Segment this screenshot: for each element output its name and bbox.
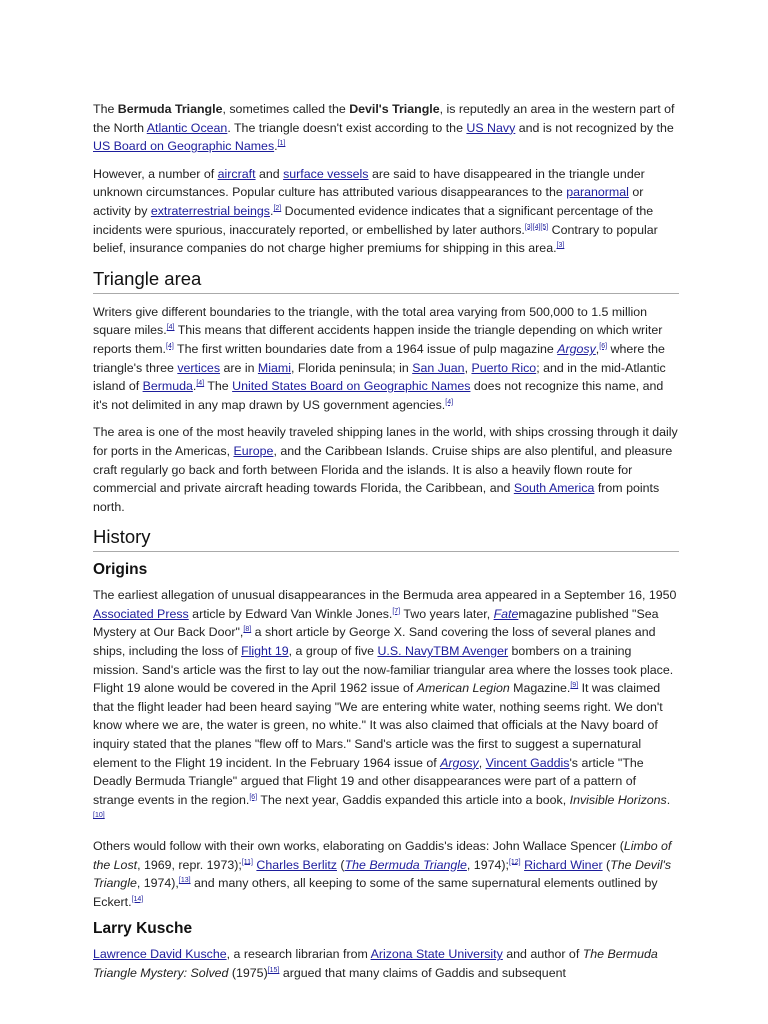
text: It was claimed that the flight leader had been heard saying "We are entering white water, nothing seems right. We don't know where we are, the water is green, no white." It was also claimed that officials at the Navy board of inquiry stated that the planes "flew off to Mars." Sand's article was the first to suggest a supernatural element to the Flight 19 incident. In the February 1964 issue of xyxy=(93,681,663,770)
text: . xyxy=(192,379,197,394)
section-heading-triangle-area: Triangle area xyxy=(93,268,679,294)
text: This means that different accidents happen inside the triangle depending on which writer reports them. xyxy=(93,323,663,356)
text: a short article by George X. Sand covering the loss of several planes and ships, including the loss of xyxy=(93,625,656,659)
link-lawrence-david-kusche[interactable]: Lawrence David Kusche xyxy=(93,947,227,962)
link-miami[interactable]: Miami xyxy=(257,360,291,375)
citation-link[interactable]: [4] xyxy=(196,380,205,387)
citation-link[interactable]: [5] xyxy=(540,223,549,231)
text: Documented evidence indicates that a significant percentage of the incidents were spurious, inaccurately reported, or embellished by later authors. xyxy=(93,203,654,237)
term-bermuda-triangle: Bermuda Triangle xyxy=(117,102,223,116)
subsection-heading-larry-kusche: Larry Kusche xyxy=(93,920,193,938)
link-richard-winer[interactable]: Richard Winer xyxy=(524,857,603,872)
link-aircraft[interactable]: aircraft xyxy=(217,166,256,181)
link-us-navy[interactable]: US Navy xyxy=(466,120,516,135)
section-heading-history: History xyxy=(93,526,679,552)
text: and author of xyxy=(502,947,583,962)
text: The earliest allegation of unusual disappearances in the Bermuda area appeared in a September 16, 1950 xyxy=(93,588,677,603)
text: The xyxy=(93,102,118,116)
link-argosy[interactable]: Argosy xyxy=(557,341,596,356)
text: and many others, all keeping to some of the same supernatural elements outlined by Eckert. xyxy=(93,876,658,909)
text: Two years later, xyxy=(400,606,494,621)
citation-link[interactable]: [2] xyxy=(273,204,282,212)
text: , a group of five xyxy=(288,644,378,659)
text: ( xyxy=(602,857,611,872)
text: Magazine. xyxy=(509,681,571,696)
text: , and the Caribbean Islands. Cruise ships are also plentiful, and pleasure craft regularly go back and forth between Florida and the islands. It is also a heavily flown route for commercial and private aircraft heading towards Florida, the Caribbean, and xyxy=(93,443,673,496)
link-south-america[interactable]: South America xyxy=(513,481,595,496)
citation-link[interactable]: [4] xyxy=(532,223,541,231)
text: Contrary to popular belief, insurance companies do not charge higher premiums for shipping in this area. xyxy=(93,222,658,256)
text: . The triangle doesn't exist according to the xyxy=(227,120,467,135)
citation-link[interactable]: [10] xyxy=(93,812,105,820)
subsection-heading-origins: Origins xyxy=(93,561,148,579)
link-charles-berlitz[interactable]: Charles Berlitz xyxy=(256,857,337,872)
citation-link[interactable]: [3] xyxy=(524,223,533,231)
citation-link[interactable]: [4] xyxy=(445,398,454,406)
text: bombers on a training mission. Sand's article was the first to lay out the now-familiar triangular area where the losses took place. Flight 19 alone would be covered in the April 1962 issue of xyxy=(93,644,674,696)
italic-text: Invisible Horizons xyxy=(569,792,667,807)
link-arizona-state-university[interactable]: Arizona State University xyxy=(370,947,503,962)
link-flight-19[interactable]: Flight 19 xyxy=(241,644,289,659)
link-vertices[interactable]: vertices xyxy=(177,360,221,375)
text: magazine published "Sea Mystery at Our Back Door", xyxy=(93,606,659,640)
text: The next year, Gaddis expanded this article into a book, xyxy=(257,792,570,807)
link-fate[interactable]: Fate xyxy=(493,606,519,621)
citation-link[interactable]: [14] xyxy=(131,895,144,903)
text: , 1974), xyxy=(136,876,179,891)
text: . xyxy=(666,792,671,807)
citation-link[interactable]: [6] xyxy=(599,342,608,350)
citation-link[interactable]: [15] xyxy=(267,966,280,974)
link-extraterrestrial-beings[interactable]: extraterrestrial beings xyxy=(150,203,270,218)
text: However, a number of xyxy=(93,166,218,181)
citation-link[interactable]: [8] xyxy=(243,626,252,634)
triangle-area-paragraph-1 xyxy=(93,303,679,415)
intro-paragraph-2 xyxy=(93,165,679,258)
text: , xyxy=(595,341,600,356)
intro-paragraph-1 xyxy=(93,100,679,156)
text: ( xyxy=(336,857,345,872)
origins-paragraph-2 xyxy=(93,837,679,911)
link-bermuda[interactable]: Bermuda xyxy=(142,379,193,394)
citation-link[interactable]: [13] xyxy=(178,877,191,885)
link-puerto-rico[interactable]: Puerto Rico xyxy=(471,360,537,375)
text: and xyxy=(255,166,284,181)
link-us-navy-tbm-avenger[interactable]: U.S. NavyTBM Avenger xyxy=(377,644,509,659)
citation-link[interactable]: [12] xyxy=(508,858,521,866)
text: 's article "The Deadly Bermuda Triangle" argued that Flight 19 and other disappearances were part of a pattern of strange events in the region. xyxy=(93,755,644,807)
link-europe[interactable]: Europe xyxy=(233,443,274,458)
text: ; and in the mid-Atlantic island of xyxy=(93,360,666,394)
text: are said to have disappeared in the triangle under unknown circumstances. Popular culture has attributed various disappearances to the xyxy=(93,166,645,200)
text: are in xyxy=(220,360,258,375)
link-vincent-gaddis[interactable]: Vincent Gaddis xyxy=(485,755,570,770)
text: , xyxy=(478,755,486,770)
link-the-bermuda-triangle-book[interactable]: The Bermuda Triangle xyxy=(344,857,467,872)
citation-link[interactable]: [3] xyxy=(556,242,565,250)
italic-text: Limbo of the Lost xyxy=(93,839,672,872)
kusche-paragraph-1 xyxy=(93,945,679,982)
italic-text: The Bermuda Triangle Mystery: Solved xyxy=(93,947,658,980)
text: The first written boundaries date from a 1964 issue of pulp magazine xyxy=(173,341,558,356)
text: (1975) xyxy=(228,965,268,980)
link-surface-vessels[interactable]: surface vessels xyxy=(283,166,369,181)
text: The xyxy=(204,379,233,394)
link-paranormal[interactable]: paranormal xyxy=(566,185,629,200)
text: does not recognize this name, and it's not delimited in any map drawn by US government agencies. xyxy=(93,379,664,412)
link-san-juan[interactable]: San Juan xyxy=(412,360,465,375)
text: and is not recognized by the xyxy=(515,120,674,135)
link-argosy[interactable]: Argosy xyxy=(440,755,479,770)
text: Others would follow with their own works, elaborating on Gaddis's ideas: John Wallace Spencer ( xyxy=(93,839,624,853)
citation-link[interactable]: [6] xyxy=(249,793,258,801)
text: , 1974); xyxy=(466,857,509,872)
text: , sometimes called the xyxy=(222,102,350,116)
citation-link[interactable]: [4] xyxy=(166,342,174,350)
text: from points north. xyxy=(93,481,660,514)
text: , a research librarian from xyxy=(226,947,371,962)
text: article by Edward Van Winkle Jones. xyxy=(188,606,393,621)
link-united-states-board-geographic-names[interactable]: United States Board on Geographic Names xyxy=(232,379,471,394)
text: . xyxy=(269,203,274,218)
link-us-board-geographic-names[interactable]: US Board on Geographic Names xyxy=(93,139,275,154)
italic-text: American Legion xyxy=(416,681,510,696)
citation-link[interactable]: [4] xyxy=(166,324,175,332)
text: or activity by xyxy=(93,185,644,218)
article-body xyxy=(93,100,679,992)
citation-link[interactable]: [7] xyxy=(392,607,401,615)
text: , xyxy=(464,360,472,375)
text: where the triangle's three xyxy=(93,341,665,375)
text: Writers give different boundaries to the triangle, with the total area varying from 500,000 to 1.5 million square miles. xyxy=(93,304,647,338)
citation-link[interactable]: [11] xyxy=(241,858,253,866)
text: . xyxy=(274,139,278,154)
text: The area is one of the most heavily traveled shipping lanes in the world, with ships crossing through it daily for ports in the Americas, xyxy=(93,425,678,458)
text: , is reputedly an area in the western part of the North xyxy=(93,102,675,135)
link-atlantic-ocean[interactable]: Atlantic Ocean xyxy=(146,120,228,135)
origins-paragraph-1 xyxy=(93,586,679,828)
citation-link[interactable]: [9] xyxy=(570,682,579,690)
text: argued that many claims of Gaddis and subsequent xyxy=(279,965,566,980)
triangle-area-paragraph-2 xyxy=(93,423,679,516)
term-devils-triangle: Devil's Triangle xyxy=(349,102,440,116)
italic-text: The Devil's Triangle xyxy=(93,857,672,891)
citation-link[interactable]: [1] xyxy=(277,140,286,148)
text: , 1969, repr. 1973); xyxy=(137,857,242,872)
text: , Florida peninsula; in xyxy=(290,360,413,375)
link-associated-press[interactable]: Associated Press xyxy=(93,606,189,621)
